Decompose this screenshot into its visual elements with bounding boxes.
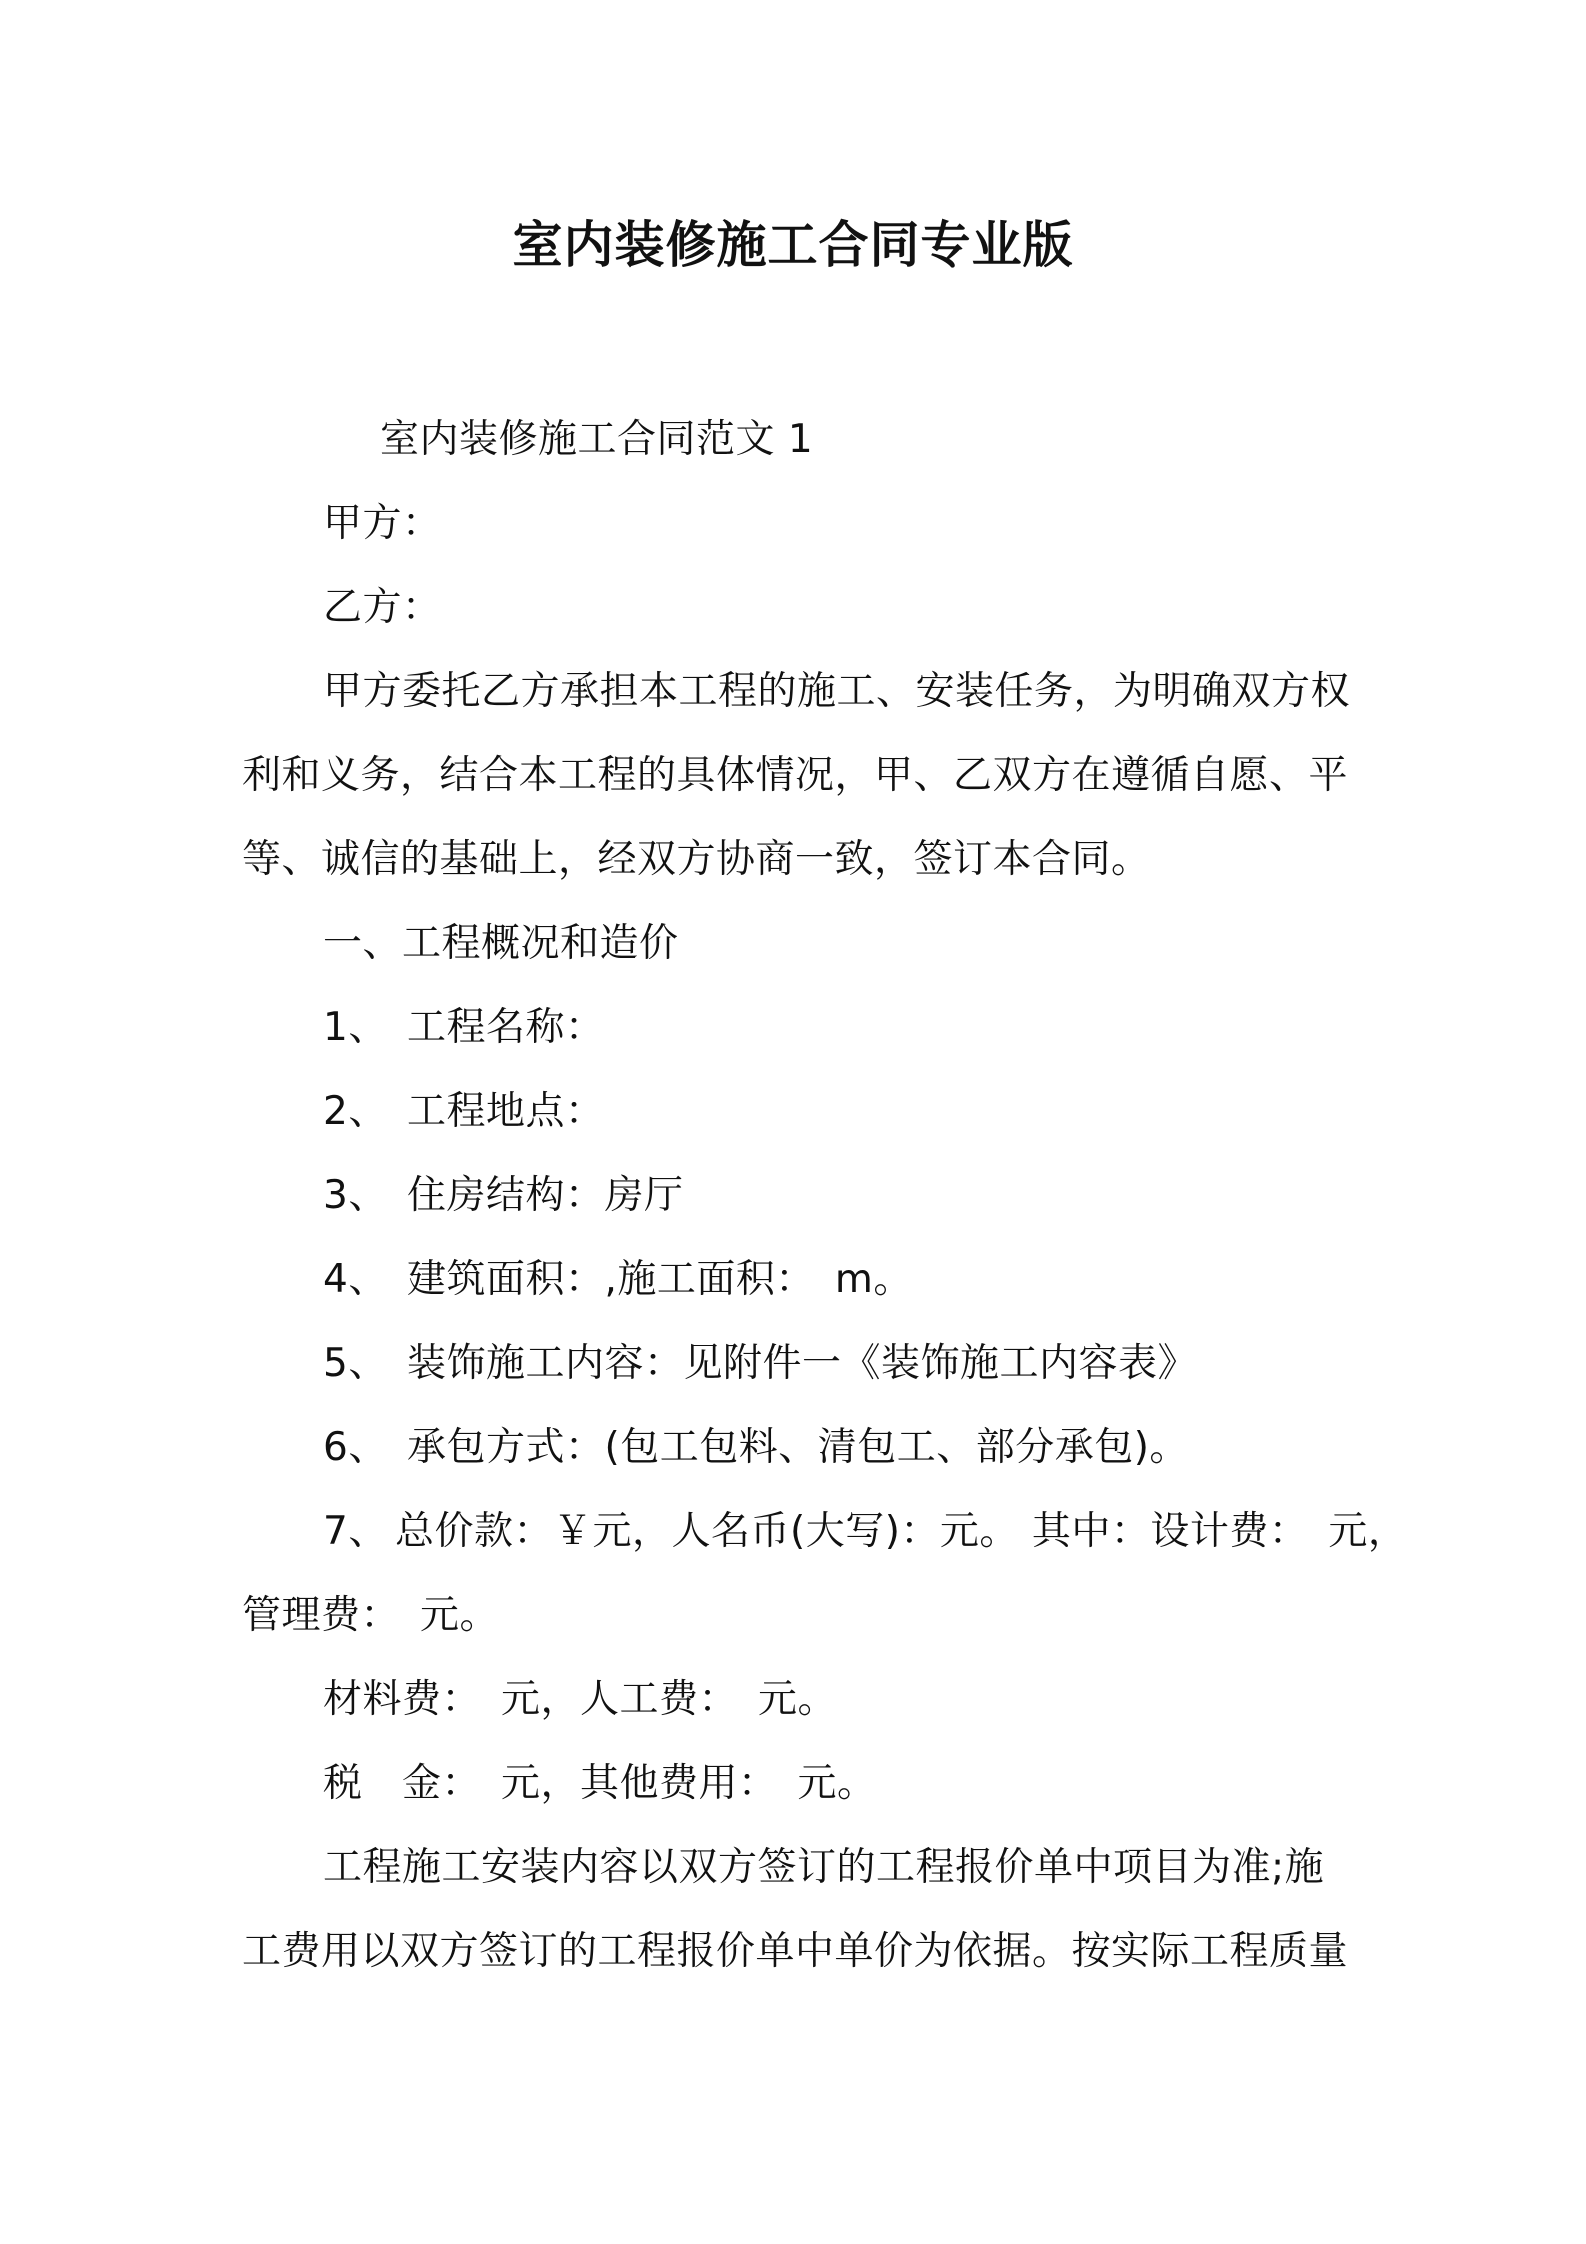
item-1-number: 1、 xyxy=(323,1005,388,1050)
item-7 xyxy=(323,1502,1407,1562)
contract-subtitle: 室内装修施工合同范文 1 xyxy=(380,417,814,462)
item-7-text: 总价款：￥元，人名币(大写)：元。 其中：设计费： 元， xyxy=(395,1509,1408,1554)
section-1-heading: 一、工程概况和造价 xyxy=(323,921,679,966)
item-5-text: 装饰施工内容：见附件一《装饰施工内容表》 xyxy=(407,1341,1198,1386)
item-2 xyxy=(323,1082,605,1142)
intro-line-3: 等、诚信的基础上，经双方协商一致，签订本合同。 xyxy=(242,837,1151,882)
item-1-text: 工程名称： xyxy=(407,1005,605,1050)
item-5-number: 5、 xyxy=(323,1341,388,1386)
item-6-number: 6、 xyxy=(323,1425,388,1470)
item-5 xyxy=(323,1334,1197,1394)
item-2-text: 工程地点： xyxy=(407,1089,605,1134)
item-7-continuation: 管理费： 元。 xyxy=(242,1593,500,1638)
item-3-number: 3、 xyxy=(323,1173,388,1218)
item-7-number: 7、 xyxy=(323,1509,388,1554)
fees-line-2: 税 金： 元，其他费用： 元。 xyxy=(323,1761,877,1806)
closing-line-2: 工费用以双方签订的工程报价单中单价为依据。按实际工程质量 xyxy=(242,1929,1349,1974)
item-4-number: 4、 xyxy=(323,1257,388,1302)
closing-line-1: 工程施工安装内容以双方签订的工程报价单中项目为准;施 xyxy=(323,1845,1325,1890)
document-title: 室内装修施工合同专业版 xyxy=(512,216,1074,274)
intro-line-1: 甲方委托乙方承担本工程的施工、安装任务，为明确双方权 xyxy=(323,669,1351,714)
item-6-text: 承包方式：(包工包料、清包工、部分承包)。 xyxy=(407,1425,1189,1470)
item-2-number: 2、 xyxy=(323,1089,388,1134)
item-1 xyxy=(323,998,605,1058)
item-4 xyxy=(323,1250,913,1310)
item-3 xyxy=(323,1166,684,1226)
item-4-text: 建筑面积：,施工面积： m。 xyxy=(407,1257,913,1302)
intro-line-2: 利和义务，结合本工程的具体情况，甲、乙双方在遵循自愿、平 xyxy=(242,753,1349,798)
item-6 xyxy=(323,1418,1189,1478)
fees-line-1: 材料费： 元，人工费： 元。 xyxy=(323,1677,838,1722)
item-3-text: 住房结构：房厅 xyxy=(407,1173,684,1218)
party-a-label: 甲方： xyxy=(323,501,442,546)
party-b-label: 乙方： xyxy=(323,585,442,630)
